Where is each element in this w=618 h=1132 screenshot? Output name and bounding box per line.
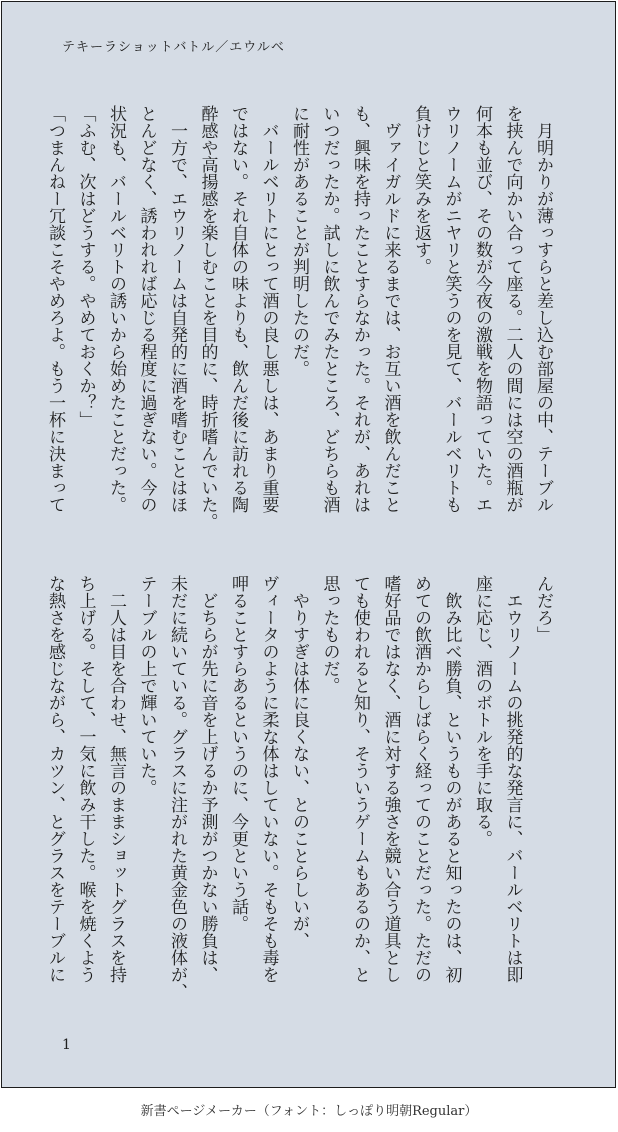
- text-column: 思ったものだ。: [319, 575, 340, 694]
- text-body: [45, 105, 558, 1025]
- page-number: 1: [62, 1037, 71, 1053]
- text-column: やりすぎは体に良くない、とのことらしいが、: [289, 575, 309, 949]
- running-header-title: テキーラショットバトル／エウルベ: [62, 40, 285, 55]
- text-column: 「ふむ、次はどうする。やめておくか？」: [75, 105, 96, 428]
- generator-credit: 新書ページメーカー（フォント：しっぽり明朝Regular）: [140, 1104, 478, 1119]
- text-column: 月明かりが薄っすらと差し込む部屋の中、テーブル: [533, 105, 553, 513]
- text-column: ち上げる。そして、一気に飲み干した。喉を焼くよう: [75, 575, 96, 983]
- text-column: テーブルの上で輝いていた。: [136, 575, 157, 796]
- text-column: めての飲酒からしばらく経ってのことだった。ただの: [411, 575, 431, 983]
- text-column: ではない。それ自体の味よりも、飲んだ後に訪れる陶: [228, 105, 248, 513]
- text-column: 何本も並び、その数が今夜の激戦を物語っていた。エ: [472, 105, 492, 513]
- text-column: 「つまんねー冗談こそやめろよ。もう一杯に決まって: [45, 105, 65, 513]
- text-column: とんどなく、誘われれば応じる程度に過ぎない。今の: [136, 105, 157, 513]
- text-column: 嗜好品ではなく、酒に対する強さを競い合う道具とし: [380, 575, 401, 983]
- text-column: ウリノームがニヤリと笑うのを見て、バールベリトも: [441, 105, 462, 513]
- upper-text-block: [45, 105, 558, 530]
- text-column: 呷ることすらあるというのに、今更という話。: [228, 575, 248, 932]
- book-page: [1, 1, 616, 1088]
- text-column: 酔感や高揚感を楽しむことを目的に、時折嗜んでいた。: [197, 105, 218, 530]
- text-column: いつだったか。試しに飲んでみたところ、どちらも酒: [319, 105, 340, 513]
- text-column: 座に応じ、酒のボトルを手に取る。: [472, 575, 492, 847]
- text-column: な熱さを感じながら、カツン、とグラスをテーブルに: [45, 575, 65, 983]
- text-column: 状況も、バールベリトの誘いから始めたことだった。: [106, 105, 126, 513]
- text-column: を挟んで向かい合って座る。二人の間には空の酒瓶が: [502, 105, 523, 513]
- text-column: ても使われると知り、そういうゲームもあるのか、と: [350, 575, 370, 983]
- text-column: に耐性があることが判明したのだ。: [289, 105, 309, 377]
- text-column: ヴィータのように柔な体はしていない。そもそも毒を: [258, 575, 279, 983]
- text-column: 未だに続いている。グラスに注がれた黄金色の液体が、: [167, 575, 187, 1000]
- text-column: どちらが先に音を上げるか予測がつかない勝負は、: [197, 575, 218, 983]
- text-column: エウリノームの挑発的な発言に、バールベリトは即: [502, 575, 523, 983]
- text-column: 負けじと笑みを返す。: [411, 105, 431, 275]
- text-column: バールベリトにとって酒の良し悪しは、あまり重要: [258, 105, 279, 513]
- text-column: 二人は目を合わせ、無言のままショットグラスを持: [106, 575, 126, 983]
- text-column: 一方で、エウリノームは自発的に酒を嗜むことはほ: [167, 105, 187, 513]
- lower-text-block: [45, 575, 558, 1000]
- text-column: も、興味を持ったことすらなかった。それが、あれは: [350, 105, 370, 513]
- text-column: 飲み比べ勝負、というものがあると知ったのは、初: [441, 575, 462, 983]
- text-column: んだろ」: [533, 575, 553, 643]
- text-column: ヴァイガルドに来るまでは、お互い酒を飲んだこと: [380, 105, 401, 513]
